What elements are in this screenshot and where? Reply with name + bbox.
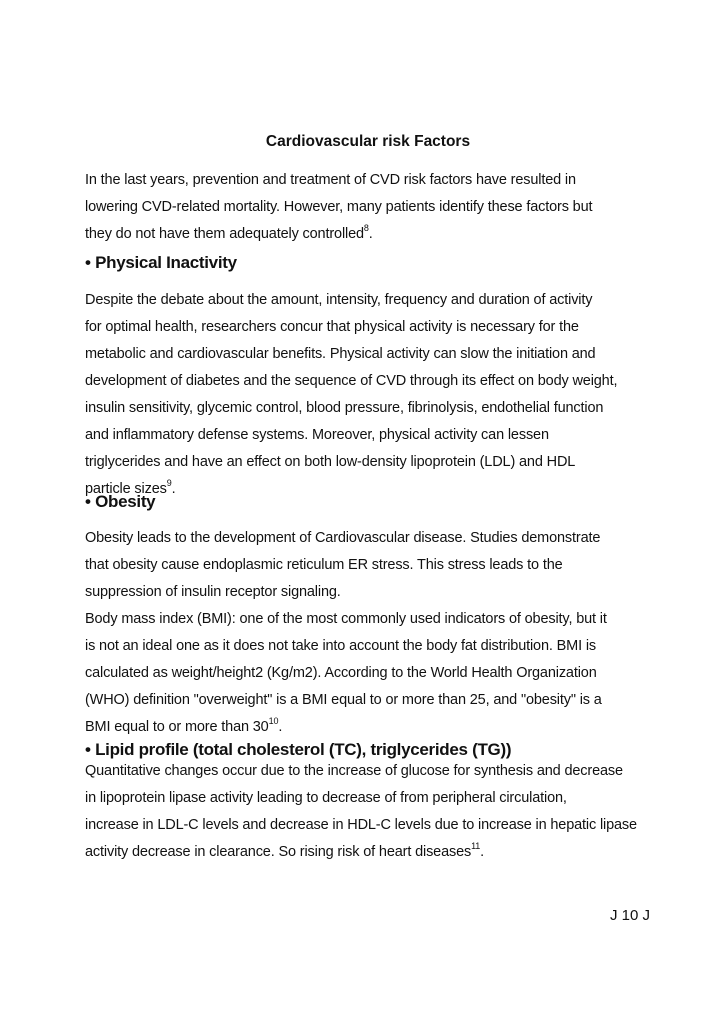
page-title: Cardiovascular risk Factors [265,133,471,150]
section-heading-physical-inactivity: • Physical Inactivity [85,253,237,272]
citation-ref: 8 [363,223,369,233]
text-line-content: activity decrease in clearance. So rising risk of heart diseases [85,844,472,860]
text-line: In the last years, prevention and treatment of CVD risk factors have resulted in [85,172,576,188]
citation-ref: 11 [471,841,481,851]
obesity-paragraph-1 [85,525,685,606]
text-line: activity decrease in clearance. So rising risk of heart diseases$^{11}$. [85,841,485,860]
text-line: Quantitative changes occur due to the increase of glucose for synthesis and decrease [85,763,623,779]
section-heading-lipid-profile: • Lipid profile (total cholesterol (TC), triglycerides (TG)) [85,740,512,759]
text-line: Obesity leads to the development of Cardiovascular disease. Studies demonstrate [85,530,601,546]
citation-ref: 9 [166,478,172,488]
text-line: in lipoprotein lipase activity leading to decrease of from peripheral circulation, [85,790,567,806]
text-line: is not an ideal one as it does not take into account the body fat distribution. BMI is [85,638,597,654]
physical-inactivity-paragraph [85,287,685,503]
text-line: Body mass index (BMI): one of the most commonly used indicators of obesity, but it [85,611,607,627]
citation-ref: 10 [268,716,279,726]
page-number: J 10 J [610,907,651,924]
text-line: Despite the debate about the amount, intensity, frequency and duration of activity [85,292,593,308]
text-line: increase in LDL-C levels and decrease in HDL-C levels due to increase in hepatic lipase [85,817,637,833]
text-line: and inflammatory defense systems. Moreover, physical activity can lessen [85,427,549,443]
text-line: BMI equal to or more than $30^{10}$. [85,716,283,735]
text-line: they do not have them adequately controlled$^8$. [85,223,373,242]
text-line: (WHO) definition "overweight" is a BMI equal to or more than 25, and "obesity" is a [85,692,602,708]
text-line: calculated as weight/height2 (Kg/m2). According to the World Health Organization [85,665,597,681]
text-line: suppression of insulin receptor signaling. [85,584,341,600]
text-line: lowering CVD-related mortality. However, many patients identify these factors but [85,199,593,215]
text-line-content: BMI equal to or more than 30 [85,719,269,735]
text-line-content: particle sizes [85,481,167,497]
text-line-content: they do not have them adequately controlled [85,226,364,242]
obesity-paragraph-2 [85,606,685,741]
text-line: insulin sensitivity, glycemic control, blood pressure, fibrinolysis, endothelial function [85,400,604,416]
text-line: triglycerides and have an effect on both low-density lipoprotein (LDL) and HDL [85,454,576,470]
lipid-profile-paragraph [85,758,685,866]
text-line: for optimal health, researchers concur that physical activity is necessary for the [85,319,579,335]
text-line: development of diabetes and the sequence of CVD through its effect on body weight, [85,373,618,389]
text-line: metabolic and cardiovascular benefits. Physical activity can slow the initiation and [85,346,596,362]
intro-paragraph [85,167,685,248]
text-line: that obesity cause endoplasmic reticulum ER stress. This stress leads to the [85,557,563,573]
text-line: particle sizes$^9$. [85,478,176,497]
section-heading-obesity: • Obesity [85,492,156,511]
